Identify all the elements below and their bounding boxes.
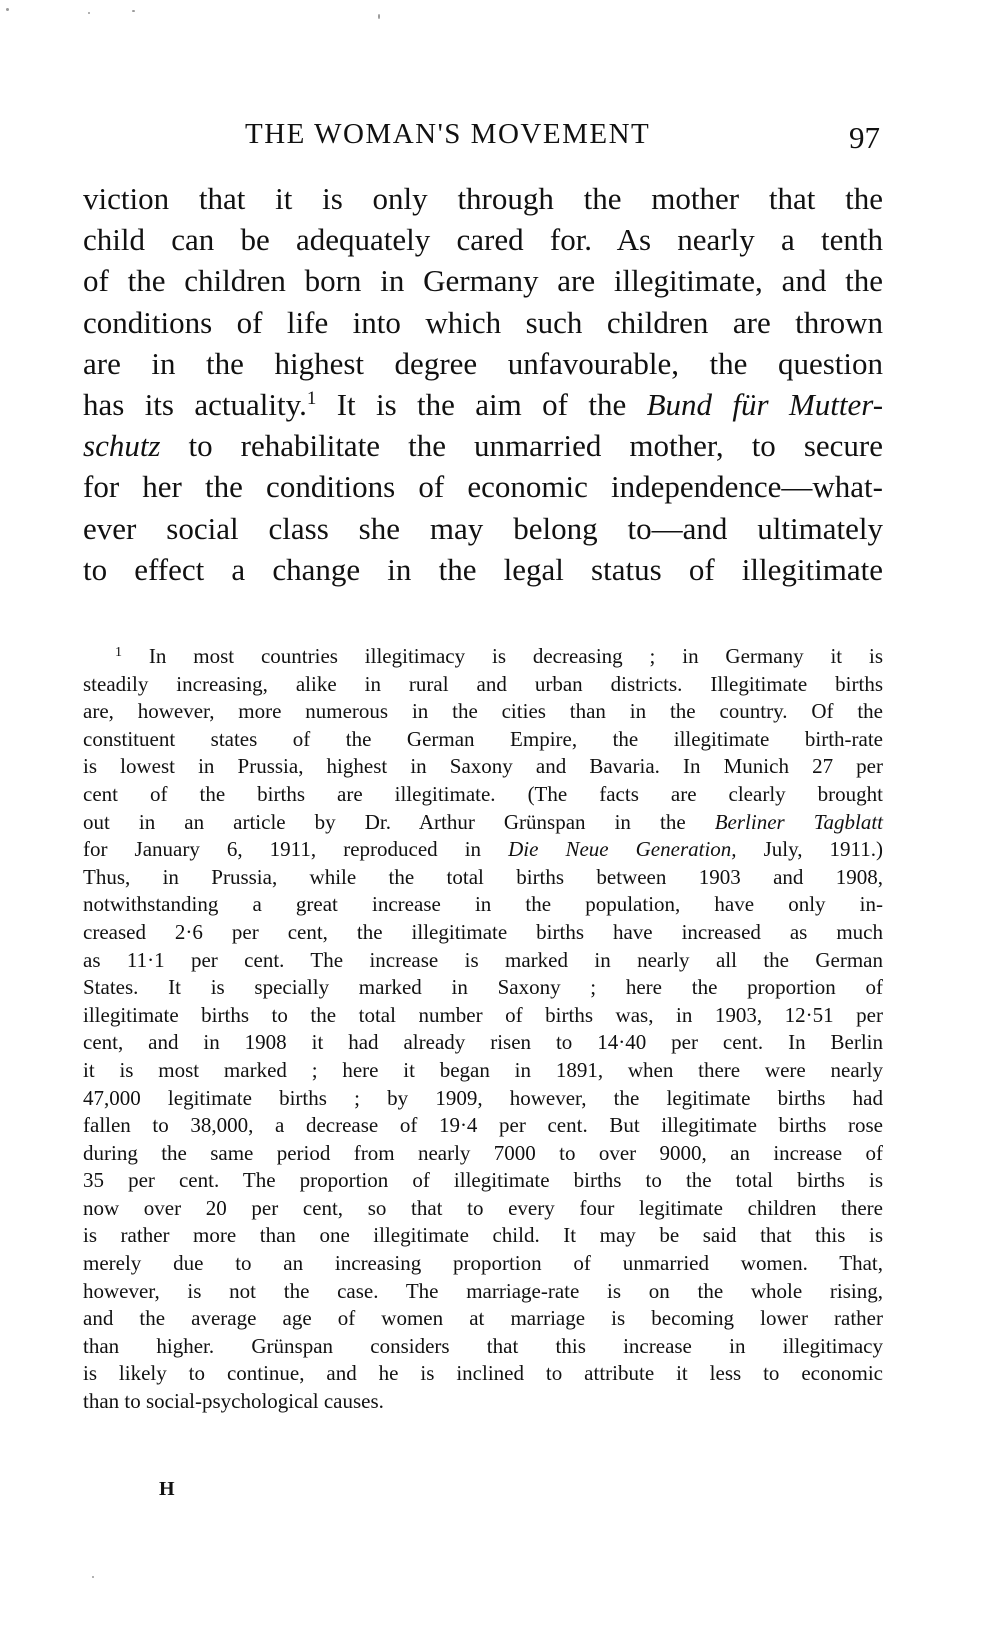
signature-mark: H (159, 1478, 175, 1500)
footnote-line: constituent states of the German Empire, the illegitimate birth-rate (83, 726, 883, 751)
scan-speck (378, 14, 380, 19)
body-line (83, 384, 883, 425)
footnote-line: cent of the births are illegitimate. (The facts are clearly brought (83, 781, 883, 806)
page-number: 97 (849, 120, 880, 155)
footnote-line: however, is not the case. The marriage-rate is on the whole rising, (83, 1278, 883, 1303)
footnote-line: steadily increasing, alike in rural and urban districts. Illegitimate births (83, 671, 883, 696)
body-paragraph (83, 178, 883, 590)
footnote-line: than higher. Grünspan considers that this increase in illegitimacy (83, 1333, 883, 1358)
running-head (85, 118, 880, 158)
footnote-line: States. It is specially marked in Saxony ; here the proportion of (83, 975, 883, 1000)
body-line: conditions of life into which such children are thrown (83, 304, 883, 340)
scan-speck (6, 8, 9, 11)
footnote-line: is likely to continue, and he is inclined to attribute it less to economic (83, 1361, 883, 1386)
body-line: ever social class she may belong to—and ultimately (83, 510, 883, 546)
footnote-line: is lowest in Prussia, highest in Saxony and Bavaria. In Munich 27 per (83, 754, 883, 779)
footnote-line (83, 809, 883, 837)
body-line-text: to rehabilitate the unmarried mother, to secure (188, 428, 883, 464)
footnote-line: is rather more than one illegitimate child. It may be said that this is (83, 1223, 883, 1248)
newspaper-title: Berliner Tagblatt (714, 809, 884, 834)
footnote-line (83, 643, 883, 671)
body-line-text: has its actuality. (83, 387, 307, 423)
footnote-line: during the same period from nearly 7000 to over 9000, an increase of (83, 1140, 883, 1165)
body-line: are in the highest degree unfavourable, the question (83, 345, 883, 381)
footnote-line: cent, and in 1908 it had already risen to 14·40 per cent. In Berlin (83, 1030, 883, 1055)
footnote-line: and the average age of women at marriage is becoming lower rather (83, 1306, 883, 1331)
footnote-reference: 1 (306, 388, 317, 410)
footnote-line: than to social-psychological causes. (83, 1389, 384, 1414)
scan-speck (132, 10, 135, 12)
body-line-text: It is the aim of the (336, 387, 627, 423)
footnote-line: now over 20 per cent, so that to every four legitimate children there (83, 1195, 883, 1220)
footnote (83, 643, 883, 1416)
body-line: for her the conditions of economic independence—what- (83, 469, 883, 505)
body-line: of the children born in Germany are illegitimate, and the (83, 263, 883, 299)
italic-term: Bund für Mutter- (646, 387, 884, 423)
journal-date: July, 1911.) (763, 837, 883, 862)
footnote-line: as 11·1 per cent. The increase is marked in nearly all the German (83, 947, 883, 972)
footnote-line (83, 836, 883, 864)
footnote-line: creased 2·6 per cent, the illegitimate births have increased as much (83, 919, 883, 944)
footnote-line-text: out in an article by Dr. Arthur Grünspan in the (83, 809, 686, 834)
body-line: to effect a change in the legal status of illegitimate (83, 551, 883, 587)
footnote-line: notwithstanding a great increase in the population, have only in- (83, 892, 883, 917)
footnote-line: are, however, more numerous in the cities than in the country. Of the (83, 699, 883, 724)
footnote-marker: 1 (115, 645, 122, 660)
footnote-line-text: for January 6, 1911, reproduced in (83, 837, 482, 862)
footnote-line-text: In most countries illegitimacy is decreasing ; in Germany it is (148, 644, 883, 668)
footnote-line: merely due to an increasing proportion of unmarried women. That, (83, 1251, 883, 1276)
body-line: viction that it is only through the mother that the (83, 181, 883, 216)
body-line (83, 425, 883, 466)
footnote-line: fallen to 38,000, a decrease of 19·4 per cent. But illegitimate births rose (83, 1113, 883, 1138)
footnote-line: 47,000 legitimate births ; by 1909, however, the legitimate births had (83, 1085, 883, 1110)
italic-term: schutz (83, 428, 161, 464)
footnote-line: it is most marked ; here it began in 1891, when there were nearly (83, 1057, 883, 1082)
body-line: child can be adequately cared for. As nearly a tenth (83, 222, 883, 258)
scan-speck (92, 1576, 94, 1578)
footnote-line: Thus, in Prussia, while the total births between 1903 and 1908, (83, 864, 883, 889)
journal-title: Die Neue Generation, (508, 837, 737, 862)
footnote-line: 35 per cent. The proportion of illegitimate births to the total births is (83, 1168, 883, 1193)
scan-speck (88, 12, 90, 14)
running-title: THE WOMAN'S MOVEMENT (245, 118, 651, 150)
footnote-line: illegitimate births to the total number of births was, in 1903, 12·51 per (83, 1002, 883, 1027)
